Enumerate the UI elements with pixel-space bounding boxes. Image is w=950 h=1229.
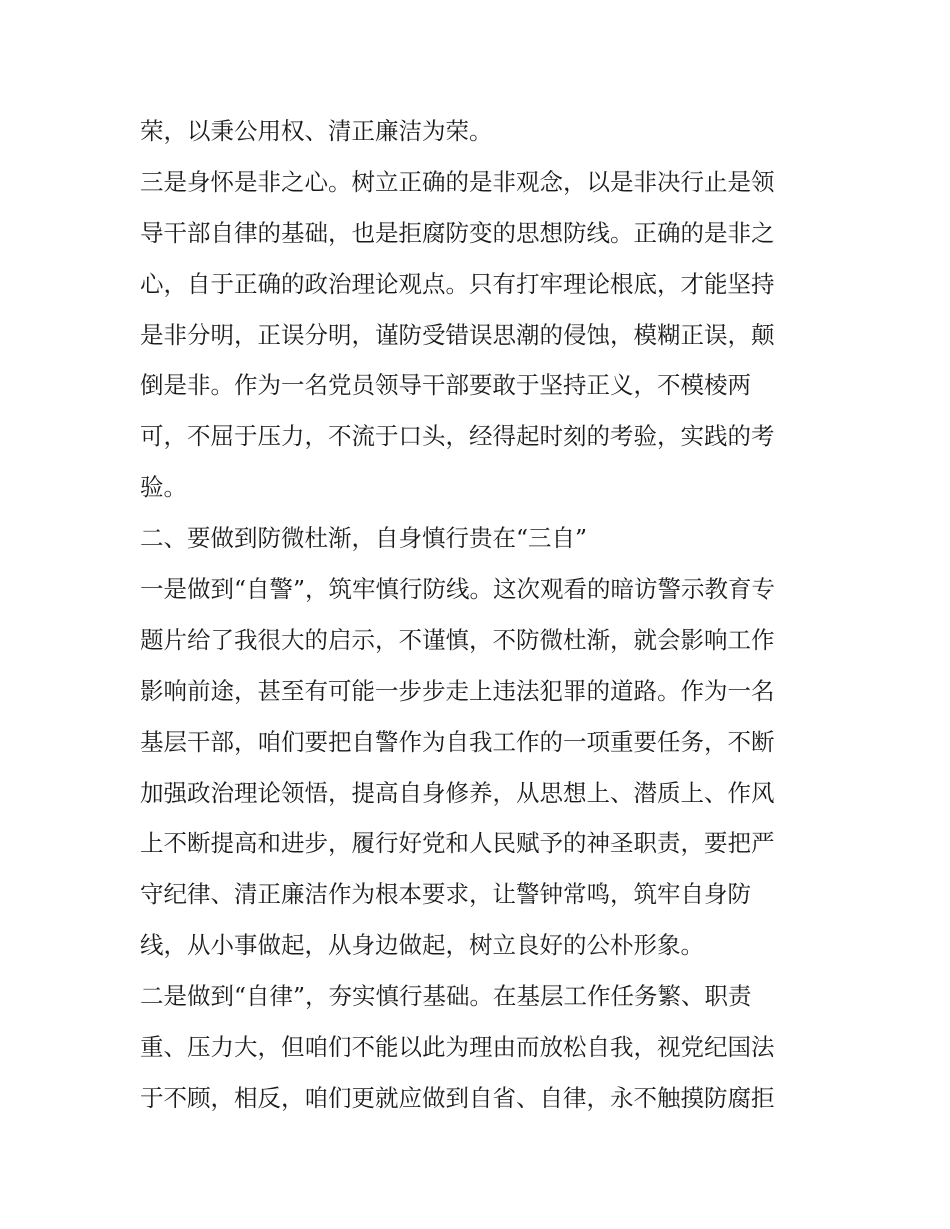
document-body [140, 106, 820, 1124]
text-line: 于不顾，相反，咱们更就应做到自省、自律，永不触摸防腐拒 [140, 1083, 775, 1112]
text-line: 荣，以秉公用权、清正廉洁为荣。 [140, 117, 493, 145]
section-heading: 二、要做到防微杜渐，自身慎行贵在“三自” [140, 524, 588, 553]
text-line: 心，自于正确的政治理论观点。只有打牢理论根底，才能坚持 [140, 269, 775, 298]
text-line: 二是做到“自律”，夯实慎行基础。在基层工作任务繁、职责 [140, 982, 752, 1011]
text-line: 影响前途，甚至有可能一步步走上违法犯罪的道路。作为一名 [140, 676, 775, 705]
text-line: 导干部自律的基础，也是拒腐防变的思想防线。正确的是非之 [140, 218, 775, 247]
text-line: 验。 [140, 473, 187, 502]
text-line: 倒是非。作为一名党员领导干部要敢于坚持正义，不模棱两 [140, 371, 751, 400]
text-line: 守纪律、清正廉洁作为根本要求，让警钟常鸣，筑牢自身防 [140, 880, 751, 909]
text-line: 题片给了我很大的启示，不谨慎，不防微杜渐，就会影响工作 [140, 625, 775, 654]
text-line: 线，从小事做起，从身边做起，树立良好的公朴形象。 [140, 931, 704, 960]
text-line: 三是身怀是非之心。树立正确的是非观念，以是非决行止是领 [140, 167, 775, 196]
text-line: 加强政治理论领悟，提高自身修养，从思想上、潜质上、作风 [140, 778, 775, 807]
text-line: 是非分明，正误分明，谨防受错误思潮的侵蚀，模糊正误，颠 [140, 320, 775, 349]
text-line: 可，不屈于压力，不流于口头，经得起时刻的考验，实践的考 [140, 422, 775, 451]
text-line: 重、压力大，但咱们不能以此为理由而放松自我，视党纪国法 [140, 1033, 775, 1062]
text-line: 一是做到“自警”，筑牢慎行防线。这次观看的暗访警示教育专 [140, 575, 776, 604]
text-line: 上不断提高和进步，履行好党和人民赋予的神圣职责，要把严 [140, 829, 775, 858]
text-line: 基层干部，咱们要把自警作为自我工作的一项重要任务，不断 [140, 727, 775, 756]
